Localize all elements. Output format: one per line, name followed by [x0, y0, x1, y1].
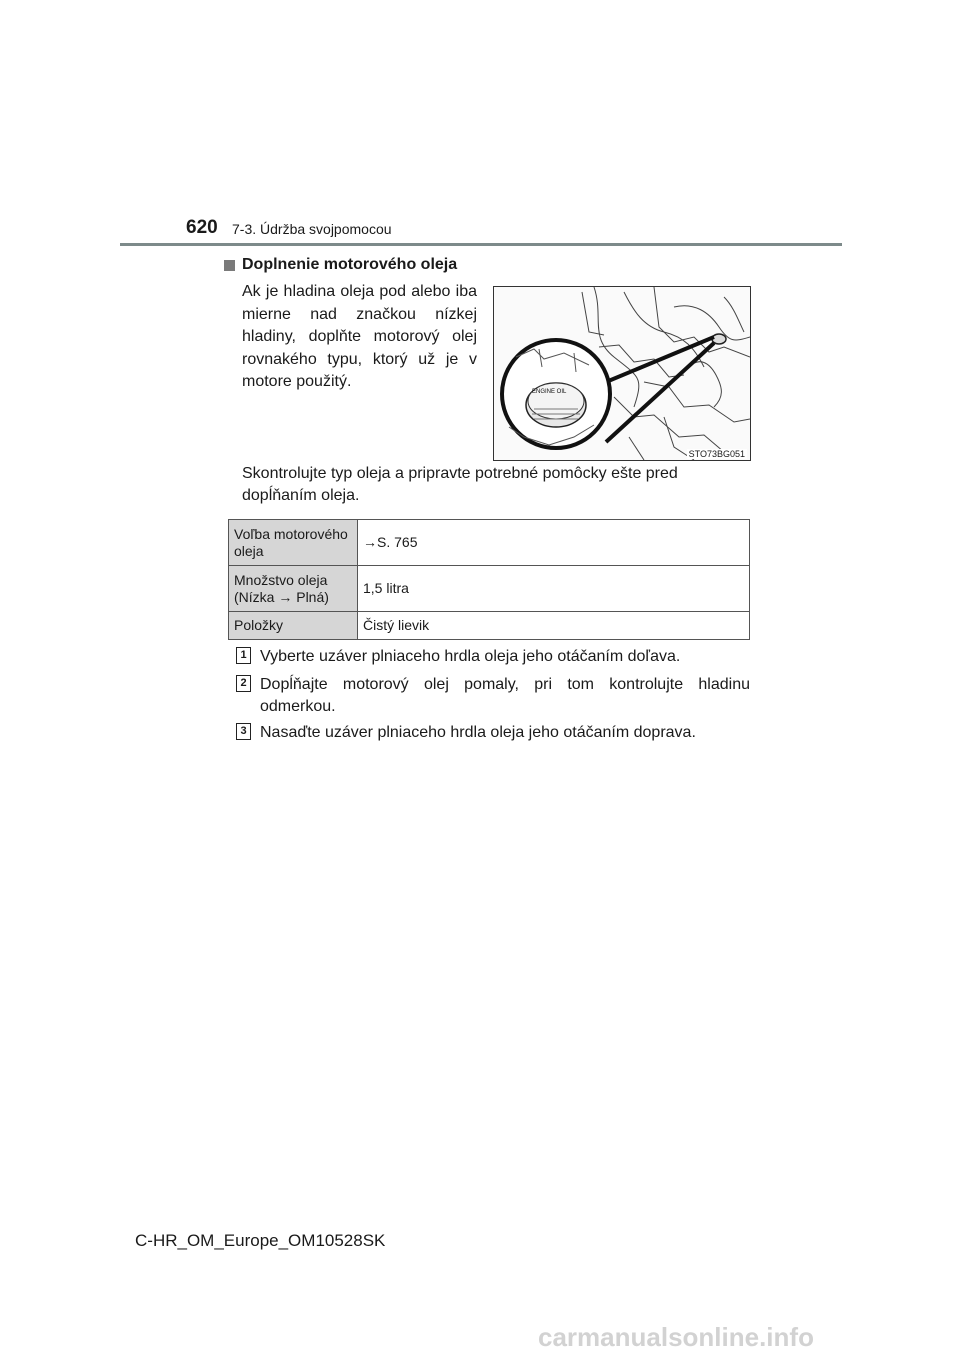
section-heading — [224, 256, 457, 274]
step-text: Vyberte uzáver plniaceho hrdla oleja jeho otáčaním doľava. — [260, 648, 681, 665]
step-item — [236, 646, 750, 668]
oil-info-table — [228, 519, 750, 640]
table-value-cell: Čistý lievik — [358, 612, 750, 640]
step-number: 3 — [236, 723, 251, 740]
figure-code: STO73BG051 — [688, 449, 745, 459]
step-number: 2 — [236, 675, 251, 692]
table-value-cell: →S. 765 — [358, 520, 750, 566]
label-line: (Nízka → Plná) — [234, 588, 329, 605]
step-number: 1 — [236, 647, 251, 664]
section-title: Doplnenie motorového oleja — [242, 256, 458, 273]
page-number: 620 — [186, 217, 218, 238]
table-label-cell: Položky — [229, 612, 358, 640]
label-line: Voľba motorového — [234, 525, 348, 542]
document-code: C-HR_OM_Europe_OM10528SK — [135, 1231, 386, 1250]
watermark: carmanualsonline.info — [538, 1322, 814, 1352]
step-text: Dopĺňajte motorový olej pomaly, pri tom kontrolujte hladinu odmerkou. — [260, 676, 750, 715]
preparation-note: Skontrolujte typ oleja a pripravte potrebné pomôcky ešte pred dopĺňaním oleja. — [242, 465, 678, 504]
cap-label: ENGINE OIL — [532, 389, 567, 395]
table-row — [229, 612, 750, 640]
intro-paragraph: Ak je hladina oleja pod alebo iba mierne nad značkou nízkej hladiny, doplňte motorový olej rovnakého typu, ktorý už je v motore použitý. — [242, 283, 477, 390]
table-row — [229, 566, 750, 612]
label-line: Množstvo oleja — [234, 571, 328, 588]
table-row — [229, 520, 750, 566]
step-text: Nasaďte uzáver plniaceho hrdla oleja jeho otáčaním doprava. — [260, 724, 696, 741]
square-bullet-icon — [224, 260, 235, 271]
engine-bay-drawing — [494, 287, 750, 460]
engine-oil-cap-illustration — [493, 286, 751, 461]
table-label-cell — [229, 520, 358, 566]
chapter-title: 7-3. Údržba svojpomocou — [232, 221, 392, 237]
header-divider — [120, 243, 842, 246]
step-item — [236, 674, 750, 718]
table-value-cell: 1,5 litra — [358, 566, 750, 612]
label-line: oleja — [234, 542, 264, 559]
step-item — [236, 722, 750, 744]
table-label-cell — [229, 566, 358, 612]
